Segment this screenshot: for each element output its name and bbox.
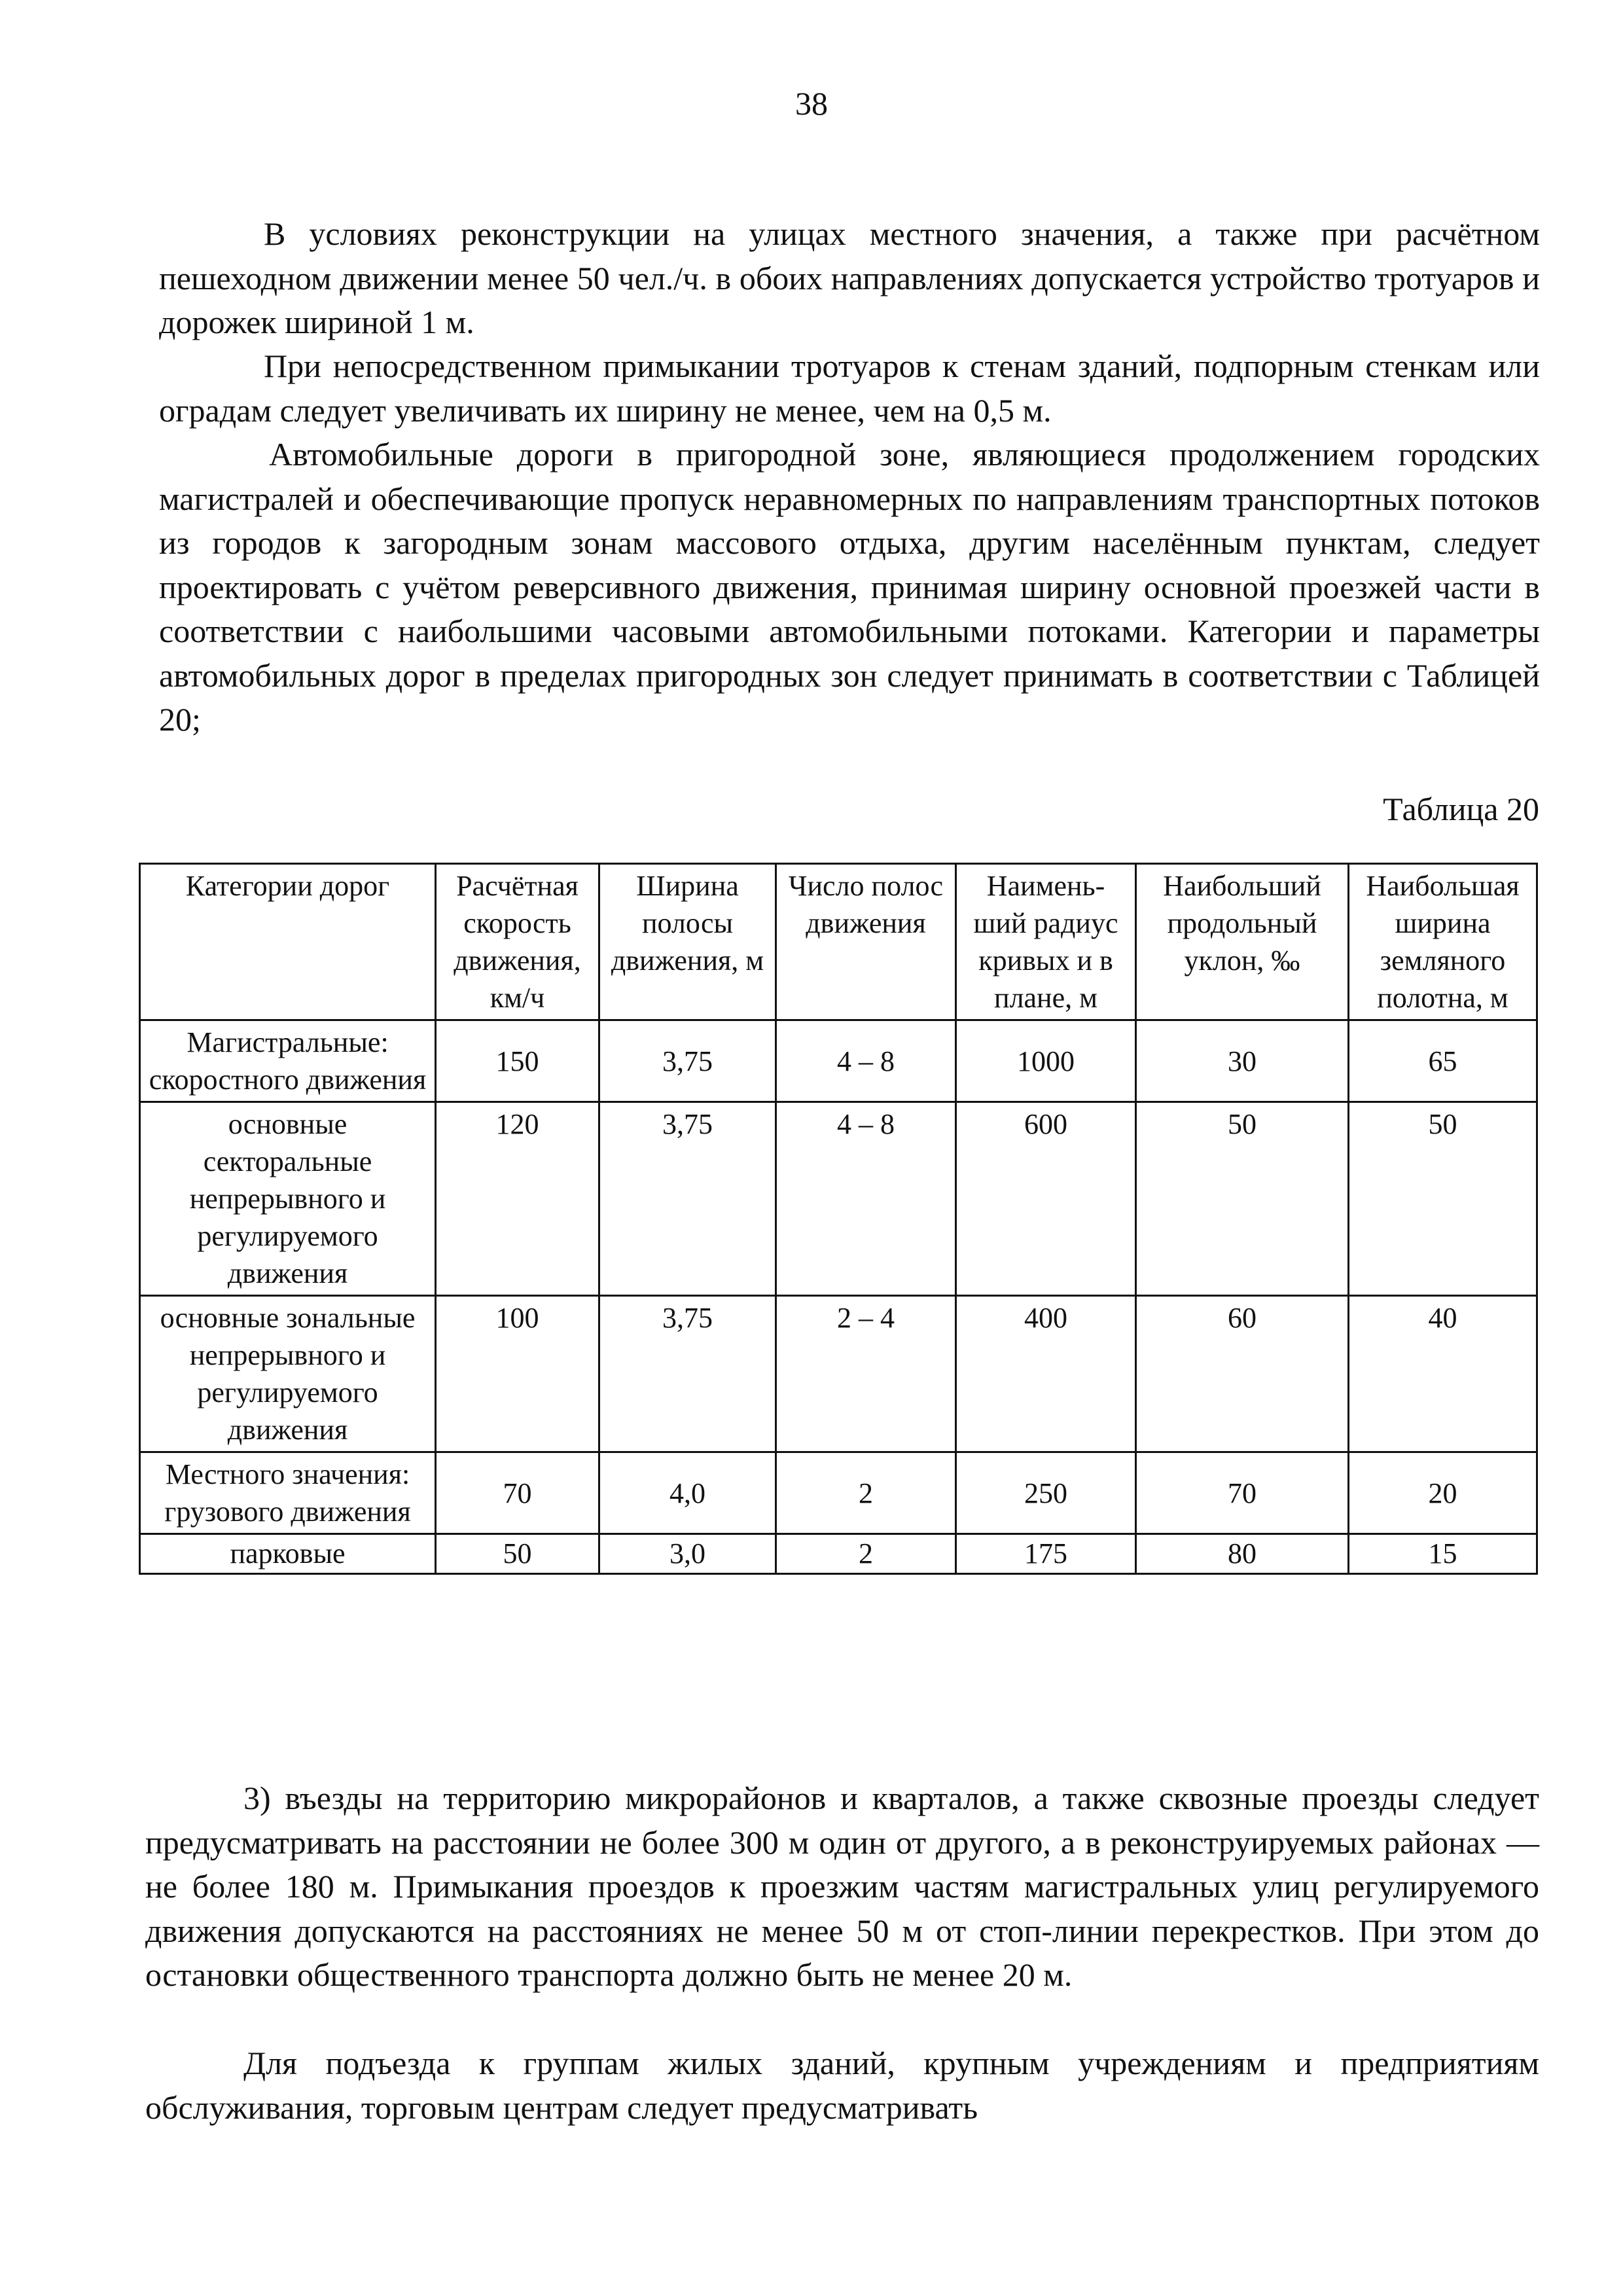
header-lane-count: Число полос движения <box>776 864 956 1020</box>
table-cell: 65 <box>1349 1020 1537 1102</box>
table-cell: 400 <box>956 1296 1136 1452</box>
header-design-speed: Расчётная скорость движения, км/ч <box>436 864 599 1020</box>
header-lane-width: Ширина полосы движения, м <box>599 864 776 1020</box>
table-cell-category: основные секторальные непрерывного и регулируемого движения <box>140 1102 436 1296</box>
table-cell: 15 <box>1349 1534 1537 1574</box>
table-row <box>140 1296 1537 1452</box>
table-cell: 80 <box>1136 1534 1349 1574</box>
table-cell: 4 – 8 <box>776 1020 956 1102</box>
table-row <box>140 1102 1537 1296</box>
table-cell: 50 <box>1349 1102 1537 1296</box>
paragraph-reconstruction-sidewalks: В условиях реконструкции на улицах местного значения, а также при расчётном пешеходном движении менее 50 чел./ч. в обоих направлениях допускается устройство тротуаров и дорожек шириной 1 м. <box>159 215 1540 340</box>
paragraph-suburban-roads: Автомобильные дороги в пригородной зоне, являющиеся продолжением городских магистралей и обеспечивающие пропуск неравномерных по направлениям транспортных потоков из городов к загородным зонам массового отдыха, другим населённым пунктам, следует проектировать с учётом реверсивного движения, принимая ширину основной проезжей части в соответствии с наибольшими часовыми автомобильными потоками. Категории и параметры автомобильных дорог в пределах пригородных зон следует принимать в соответствии с Таблицей 20; <box>159 436 1540 738</box>
table-cell: 3,0 <box>599 1534 776 1574</box>
table-caption: Таблица 20 <box>1383 791 1539 827</box>
table-cell: 30 <box>1136 1020 1349 1102</box>
table-cell: 70 <box>436 1452 599 1534</box>
table-cell: 2 – 4 <box>776 1296 956 1452</box>
table-cell: 250 <box>956 1452 1136 1534</box>
table-cell-category: основные зональные непрерывного и регулируемого движения <box>140 1296 436 1452</box>
table-cell: 2 <box>776 1452 956 1534</box>
paragraph-driveways: 3) въезды на территорию микрорайонов и кварталов, а также сквозные проезды следует предусматривать на расстоянии не более 300 м один от другого, а в реконструируемых районах — не более 180 м. Примыкания проездов к проезжим частям магистральных улиц регулируемого движения допускаются на расстояниях не менее 50 м от стоп-линии перекрестков. При этом до остановки общественного транспорта должно быть не менее 20 м. <box>145 1780 1539 1993</box>
page-number: 38 <box>795 85 828 122</box>
table-row <box>140 1020 1537 1102</box>
table-cell: 4 – 8 <box>776 1102 956 1296</box>
table-cell-category: парковые <box>140 1534 436 1574</box>
table-cell: 40 <box>1349 1296 1537 1452</box>
table-cell: 60 <box>1136 1296 1349 1452</box>
table-row <box>140 1452 1537 1534</box>
paragraph-sidewalk-widening: При непосредственном примыкании тротуаров к стенам зданий, подпорным стенкам или оградам следует увеличивать их ширину не менее, чем на 0,5 м. <box>159 348 1540 429</box>
table-cell-category: Местного значения: грузового движения <box>140 1452 436 1534</box>
table-cell: 3,75 <box>599 1296 776 1452</box>
table-row <box>140 1534 1537 1574</box>
table-cell: 1000 <box>956 1020 1136 1102</box>
table-header-row <box>140 864 1537 1020</box>
table-cell: 20 <box>1349 1452 1537 1534</box>
header-road-category: Категории дорог <box>140 864 436 1020</box>
header-min-radius: Наимень-ший радиус кривых и в плане, м <box>956 864 1136 1020</box>
table-cell: 175 <box>956 1534 1136 1574</box>
table-cell: 50 <box>436 1534 599 1574</box>
table-cell: 3,75 <box>599 1020 776 1102</box>
table-cell: 3,75 <box>599 1102 776 1296</box>
table-cell: 50 <box>1136 1102 1349 1296</box>
table-cell-category: Магистральные: скоростного движения <box>140 1020 436 1102</box>
road-categories-table <box>139 863 1538 1575</box>
table-cell: 600 <box>956 1102 1136 1296</box>
table-cell: 150 <box>436 1020 599 1102</box>
header-roadbed-width: Наибольшая ширина земляного полотна, м <box>1349 864 1537 1020</box>
table-cell: 120 <box>436 1102 599 1296</box>
table-cell: 4,0 <box>599 1452 776 1534</box>
table-cell: 2 <box>776 1534 956 1574</box>
header-max-grade: Наибольший продольный уклон, ‰ <box>1136 864 1349 1020</box>
paragraph-access-roads: Для подъезда к группам жилых зданий, крупным учреждениям и предприятиям обслуживания, торговым центрам следует предусматривать <box>145 2045 1539 2126</box>
table-cell: 100 <box>436 1296 599 1452</box>
table-cell: 70 <box>1136 1452 1349 1534</box>
